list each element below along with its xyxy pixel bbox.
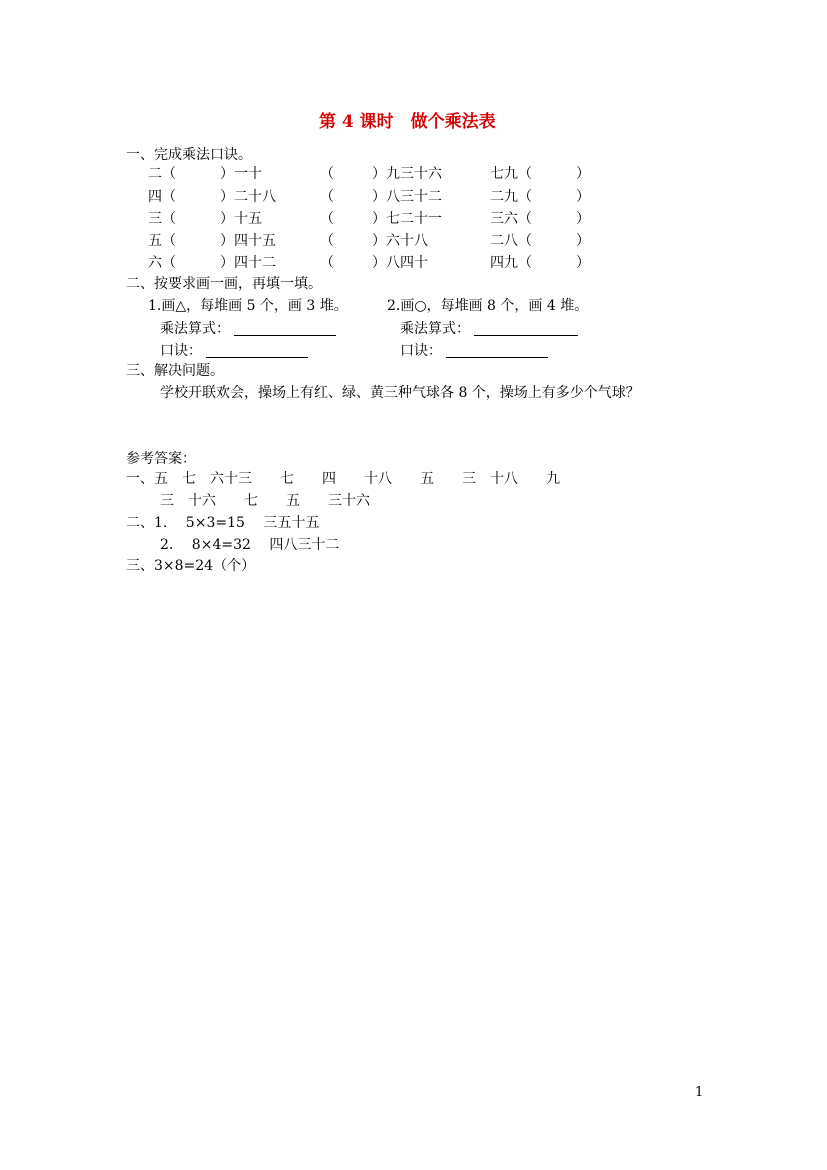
- rhyme-cell: ）六十八: [372, 233, 428, 249]
- rhyme-cell: ）十五: [220, 211, 262, 227]
- rhyme-row-1: [148, 167, 608, 185]
- rhyme-blank[interactable]: [206, 343, 308, 358]
- formula-label: 乘法算式：: [400, 321, 470, 337]
- rhyme-row-5: [148, 256, 608, 274]
- rhyme-answer-row-1: [160, 343, 308, 358]
- rhyme-label: 口诀：: [160, 343, 202, 359]
- rhyme-cell: ）八四十: [372, 255, 428, 271]
- formula-blank[interactable]: [474, 321, 578, 336]
- answer-line: 三、3×8=24（个）: [126, 558, 256, 574]
- answers-heading: 参考答案：: [126, 451, 196, 467]
- rhyme-cell: ）: [576, 189, 590, 205]
- formula-row-2: [400, 321, 578, 336]
- rhyme-cell: （: [320, 255, 334, 271]
- rhyme-cell: 七九（: [490, 166, 532, 182]
- rhyme-cell: ）八三十二: [372, 189, 442, 205]
- rhyme-cell: （: [320, 166, 334, 182]
- word-problem: 学校开联欢会，操场上有红、绿、黄三种气球各 8 个，操场上有多少个气球？: [160, 385, 640, 401]
- section-3-heading: 三、解决问题。: [126, 363, 224, 379]
- draw-question-1: 1.画△，每堆画 5 个，画 3 堆。: [148, 298, 348, 314]
- rhyme-row-3: [148, 212, 608, 230]
- rhyme-cell: （: [320, 233, 334, 249]
- rhyme-cell: ）四十五: [220, 233, 276, 249]
- answer-line: 2. 8×4=32 四八三十二: [160, 537, 340, 553]
- rhyme-cell: 二八（: [490, 233, 532, 249]
- formula-row-1: [160, 321, 336, 336]
- rhyme-cell: 二（: [148, 166, 176, 182]
- page-title: 第 4 课时 做个乘法表: [319, 112, 496, 132]
- page-number: 1: [695, 1085, 704, 1100]
- rhyme-cell: 四九（: [490, 255, 532, 271]
- rhyme-cell: ）四十二: [220, 255, 276, 271]
- formula-label: 乘法算式：: [160, 321, 230, 337]
- rhyme-answer-row-2: [400, 343, 548, 358]
- rhyme-cell: ）: [576, 166, 590, 182]
- draw-question-2: 2.画○，每堆画 8 个，画 4 堆。: [387, 298, 589, 314]
- rhyme-cell: （: [320, 189, 334, 205]
- rhyme-row-2: [148, 190, 608, 208]
- rhyme-cell: ）一十: [220, 166, 262, 182]
- rhyme-cell: ）: [576, 233, 590, 249]
- rhyme-cell: （: [320, 211, 334, 227]
- rhyme-cell: 二九（: [490, 189, 532, 205]
- section-2-heading: 二、按要求画一画，再填一填。: [126, 276, 322, 292]
- rhyme-cell: ）二十八: [220, 189, 276, 205]
- rhyme-cell: ）九三十六: [372, 166, 442, 182]
- answer-line: 三 十六 七 五 三十六: [160, 493, 370, 509]
- formula-blank[interactable]: [234, 321, 336, 336]
- answer-line: 二、1. 5×3=15 三五十五: [126, 515, 320, 531]
- rhyme-cell: ）: [576, 255, 590, 271]
- rhyme-cell: 三六（: [490, 211, 532, 227]
- rhyme-blank[interactable]: [446, 343, 548, 358]
- rhyme-row-4: [148, 234, 608, 252]
- answer-line: 一、五 七 六十三 七 四 十八 五 三 十八 九: [126, 471, 560, 487]
- rhyme-cell: 四（: [148, 189, 176, 205]
- rhyme-cell: ）七二十一: [372, 211, 442, 227]
- rhyme-cell: ）: [576, 211, 590, 227]
- rhyme-cell: 三（: [148, 211, 176, 227]
- section-1-heading: 一、完成乘法口诀。: [126, 147, 252, 163]
- rhyme-label: 口诀：: [400, 343, 442, 359]
- rhyme-cell: 五（: [148, 233, 176, 249]
- rhyme-cell: 六（: [148, 255, 176, 271]
